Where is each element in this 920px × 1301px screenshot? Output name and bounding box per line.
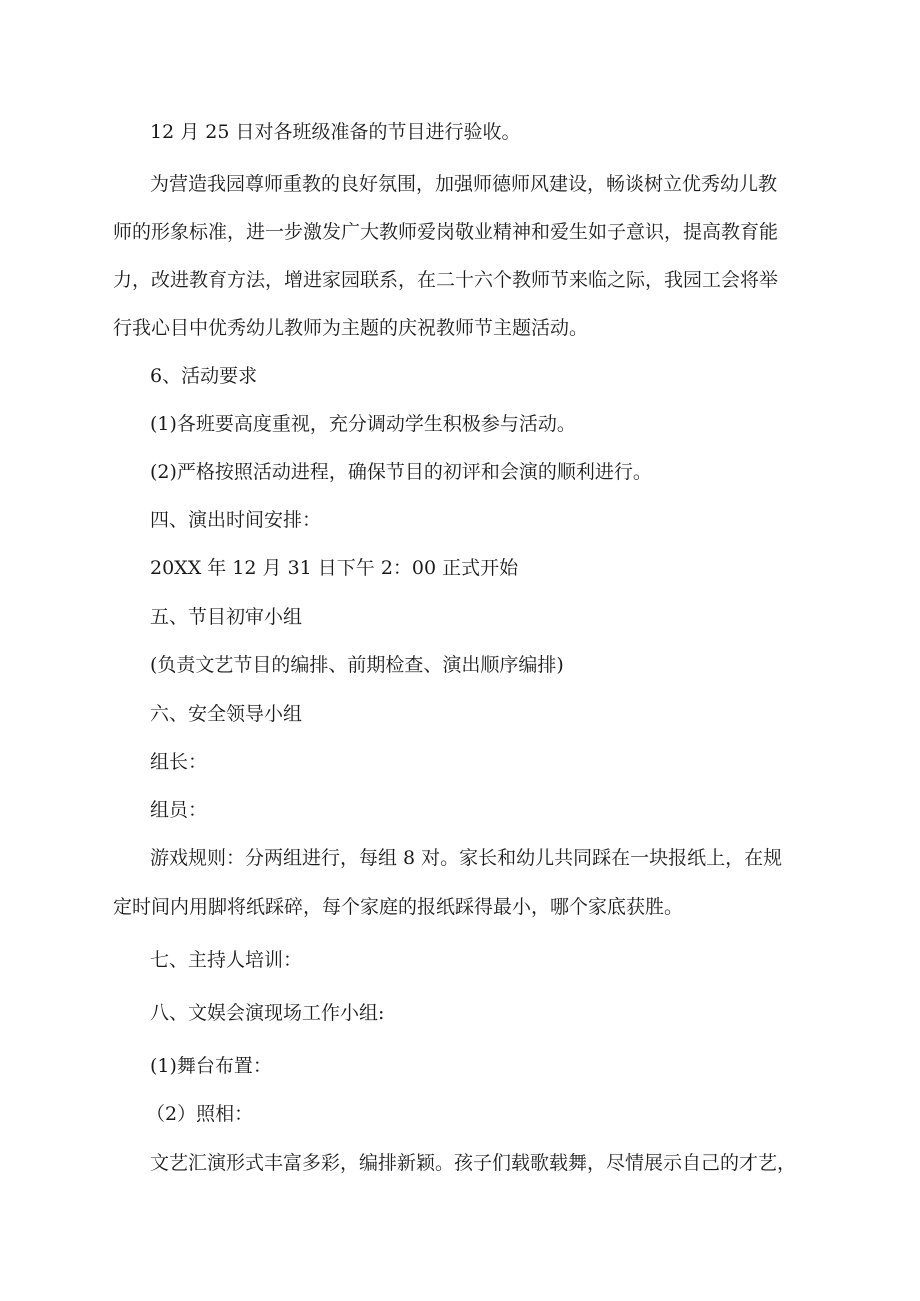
list-item: (1)舞台布置： — [150, 1055, 272, 1077]
section-heading: 八、文娱会演现场工作小组: — [150, 1002, 385, 1024]
paragraph-line: 力，改进教育方法，增进家园联系，在二十六个教师节来临之际，我园工会将举 — [113, 269, 779, 291]
paragraph-line: 文艺汇演形式丰富多彩，编排新颖。孩子们载歌载舞，尽情展示自己的才艺， — [150, 1152, 797, 1174]
paragraph-line: 20XX 年 12 月 31 日下午 2：00 正式开始 — [150, 557, 519, 579]
section-heading: 六、安全领导小组 — [150, 703, 303, 725]
paragraph-line: 12 月 25 日对各班级准备的节目进行验收。 — [150, 121, 521, 143]
list-item: （2）照相： — [146, 1103, 254, 1125]
paragraph-line: 行我心目中优秀幼儿教师为主题的庆祝教师节主题活动。 — [113, 317, 589, 339]
section-heading: 五、节目初审小组 — [150, 606, 303, 628]
list-item: (2)严格按照活动进程，确保节目的初评和会演的顺利进行。 — [150, 461, 652, 483]
paragraph-line: 组员： — [150, 799, 208, 821]
paragraph-line: 定时间内用脚将纸踩碎，每个家庭的报纸踩得最小，哪个家底获胜。 — [113, 896, 684, 918]
paragraph-line: 游戏规则：分两组进行，每组 8 对。家长和幼儿共同踩在一块报纸上，在规 — [150, 847, 783, 869]
paragraph-line: (负责文艺节目的编排、前期检查、演出顺序编排) — [150, 654, 564, 676]
list-item: (1)各班要高度重视，充分调动学生积极参与活动。 — [150, 413, 576, 435]
section-heading: 四、演出时间安排： — [150, 509, 322, 531]
section-heading: 6、活动要求 — [150, 365, 258, 387]
paragraph-line: 组长： — [150, 751, 208, 773]
section-heading: 七、主持人培训： — [150, 949, 303, 971]
paragraph-line: 师的形象标准，进一步激发广大教师爱岗敬业精神和爱生如子意识，提高教育能 — [113, 221, 779, 243]
paragraph-line: 为营造我园尊师重教的良好氛围，加强师德师风建设，畅谈树立优秀幼儿教 — [150, 173, 778, 195]
